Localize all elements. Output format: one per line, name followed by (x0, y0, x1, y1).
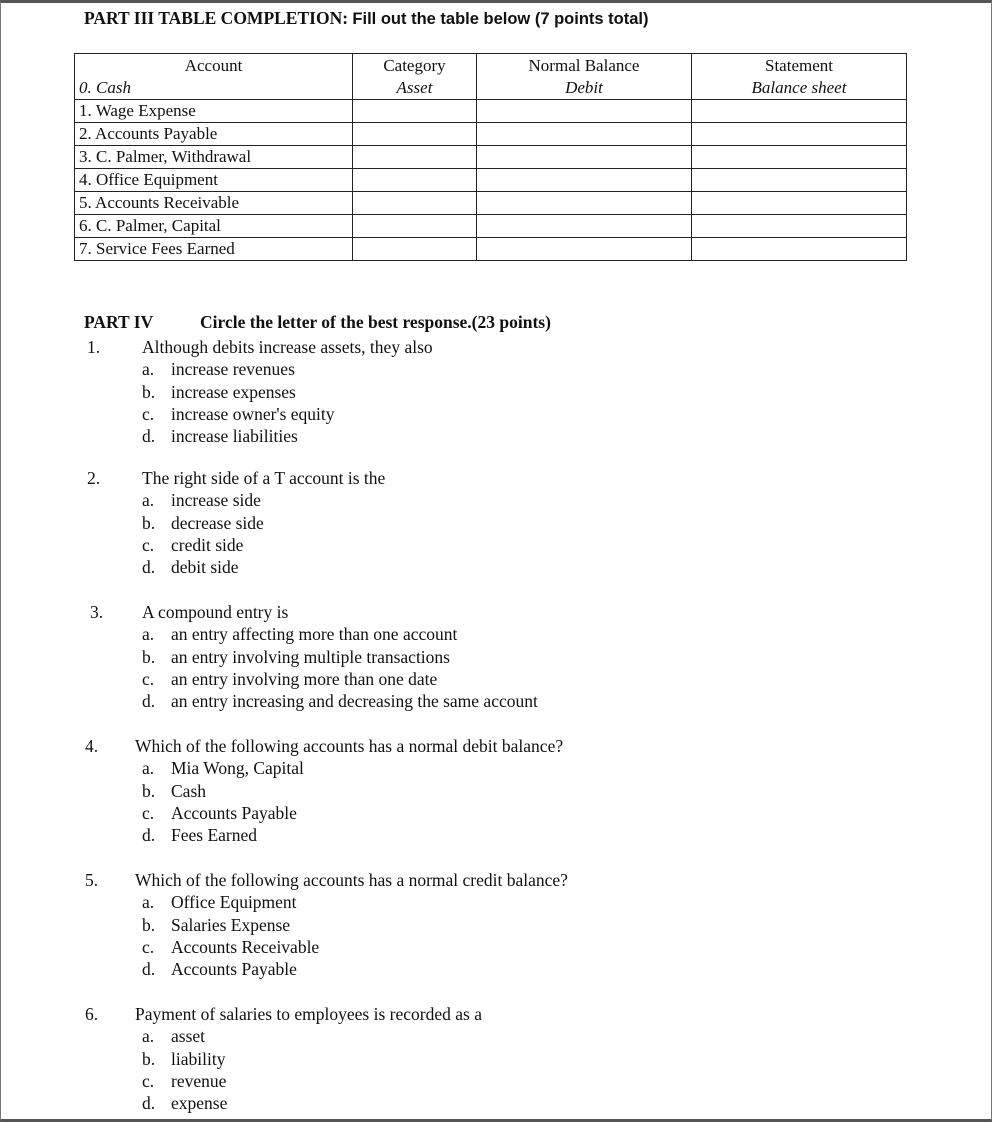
option-letter[interactable]: b. (142, 512, 156, 533)
answer-option[interactable] (142, 647, 450, 668)
category-cell[interactable] (353, 238, 477, 261)
answer-option[interactable] (142, 825, 257, 846)
statement-cell[interactable] (692, 215, 907, 238)
category-cell[interactable] (353, 169, 477, 192)
option-text: Salaries Expense (171, 914, 291, 935)
table-row (75, 123, 907, 146)
answer-option[interactable] (142, 1093, 227, 1114)
normal-balance-cell[interactable] (477, 100, 692, 123)
option-text: revenue (171, 1070, 227, 1091)
category-cell[interactable] (353, 192, 477, 215)
question-number: 3. (90, 602, 104, 622)
option-text: increase liabilities (171, 426, 298, 447)
question-stem: The right side of a T account is the (142, 468, 386, 488)
option-letter[interactable]: c. (142, 534, 155, 555)
account-cell: 4. Office Equipment (75, 169, 353, 192)
question-number: 4. (85, 736, 99, 756)
answer-option[interactable] (142, 803, 297, 824)
option-text: increase owner's equity (171, 403, 335, 424)
answer-option[interactable] (142, 669, 437, 690)
option-text: an entry affecting more than one account (171, 624, 458, 645)
option-text: increase expenses (171, 381, 296, 402)
option-text: an entry increasing and decreasing the same account (171, 691, 538, 712)
answer-option[interactable] (142, 382, 296, 403)
question-number: 5. (85, 870, 99, 890)
account-cell: 1. Wage Expense (75, 100, 353, 123)
option-letter[interactable]: c. (142, 936, 155, 957)
normal-balance-cell[interactable] (477, 238, 692, 261)
normal-balance-cell[interactable] (477, 123, 692, 146)
account-table (74, 53, 907, 261)
statement-cell[interactable] (692, 192, 907, 215)
answer-option[interactable] (142, 535, 243, 556)
part4-heading (84, 312, 551, 333)
account-cell: 2. Accounts Payable (75, 123, 353, 146)
option-text: Office Equipment (171, 892, 297, 913)
account-cell: 5. Accounts Receivable (75, 192, 353, 215)
statement-cell[interactable] (692, 123, 907, 146)
table-header-row (75, 54, 907, 78)
normal-balance-cell[interactable] (477, 192, 692, 215)
option-letter[interactable]: c. (142, 802, 155, 823)
normal-balance-cell[interactable] (477, 146, 692, 169)
question-4 (85, 736, 885, 852)
part3-title-main: PART III TABLE COMPLETION: (84, 8, 353, 28)
header-normal-balance: Normal Balance (477, 54, 692, 78)
answer-option[interactable] (142, 691, 538, 712)
normal-balance-cell[interactable] (477, 215, 692, 238)
part4-label: PART IV (84, 312, 154, 332)
table-row (75, 169, 907, 192)
question-3 (90, 602, 890, 718)
option-text: Mia Wong, Capital (171, 758, 304, 779)
answer-option[interactable] (142, 490, 261, 511)
category-cell[interactable] (353, 123, 477, 146)
option-letter[interactable]: c. (142, 403, 155, 424)
option-letter[interactable]: b. (142, 646, 156, 667)
option-text: asset (171, 1026, 206, 1047)
example-category: Asset (353, 77, 477, 100)
answer-option[interactable] (142, 1049, 225, 1070)
question-stem: A compound entry is (142, 602, 289, 622)
option-letter[interactable]: a. (142, 892, 155, 913)
option-letter[interactable]: d. (142, 1093, 156, 1114)
header-statement: Statement (692, 54, 907, 78)
option-text: increase side (171, 490, 261, 511)
answer-option[interactable] (142, 404, 335, 425)
part4-instruction: Circle the letter of the best response.(23 points) (200, 312, 551, 332)
account-cell: 3. C. Palmer, Withdrawal (75, 146, 353, 169)
question-number: 2. (87, 468, 101, 488)
question-2 (87, 468, 887, 584)
category-cell[interactable] (353, 100, 477, 123)
question-1 (87, 337, 887, 453)
question-stem: Which of the following accounts has a normal credit balance? (135, 870, 568, 890)
question-stem: Although debits increase assets, they also (142, 337, 433, 357)
option-letter[interactable]: d. (142, 691, 156, 712)
header-category: Category (353, 54, 477, 78)
answer-option[interactable] (142, 781, 206, 802)
option-letter[interactable]: d. (142, 825, 156, 846)
example-row (75, 77, 907, 100)
option-text: increase revenues (171, 359, 295, 380)
answer-option[interactable] (142, 959, 297, 980)
answer-option[interactable] (142, 937, 319, 958)
option-text: debit side (171, 557, 239, 578)
option-text: liability (171, 1048, 226, 1069)
option-letter[interactable]: b. (142, 1048, 156, 1069)
example-normal-balance: Debit (477, 77, 692, 100)
question-number: 6. (85, 1004, 99, 1024)
option-text: credit side (171, 534, 244, 555)
option-text: Accounts Payable (171, 959, 297, 980)
question-6 (85, 1004, 885, 1120)
question-stem: Which of the following accounts has a normal debit balance? (135, 736, 564, 756)
option-letter[interactable]: b. (142, 780, 156, 801)
answer-option[interactable] (142, 513, 264, 534)
option-letter[interactable]: b. (142, 381, 156, 402)
part3-title (84, 8, 649, 29)
table-row (75, 100, 907, 123)
table-row (75, 238, 907, 261)
answer-option[interactable] (142, 758, 304, 779)
example-account: 0. Cash (75, 77, 353, 100)
category-cell[interactable] (353, 215, 477, 238)
option-text: expense (171, 1093, 228, 1114)
example-statement: Balance sheet (692, 77, 907, 100)
option-letter[interactable]: d. (142, 426, 156, 447)
option-letter[interactable]: a. (142, 758, 155, 779)
option-letter[interactable]: a. (142, 359, 155, 380)
option-letter[interactable]: c. (142, 668, 155, 689)
question-number: 1. (87, 337, 101, 357)
option-text: an entry involving multiple transactions (171, 646, 450, 667)
table-row (75, 192, 907, 215)
option-letter[interactable]: b. (142, 914, 156, 935)
option-text: Cash (171, 780, 206, 801)
option-letter[interactable]: c. (142, 1070, 155, 1091)
category-cell[interactable] (353, 146, 477, 169)
option-letter[interactable]: d. (142, 959, 156, 980)
answer-option[interactable] (142, 892, 297, 913)
answer-option[interactable] (142, 1026, 205, 1047)
answer-option[interactable] (142, 426, 298, 447)
option-text: an entry involving more than one date (171, 668, 438, 689)
option-text: Accounts Receivable (171, 936, 320, 957)
header-account: Account (75, 54, 353, 78)
answer-option[interactable] (142, 624, 457, 645)
answer-option[interactable] (142, 359, 295, 380)
option-text: Fees Earned (171, 825, 258, 846)
option-letter[interactable]: d. (142, 557, 156, 578)
answer-option[interactable] (142, 1071, 226, 1092)
answer-option[interactable] (142, 557, 239, 578)
statement-cell[interactable] (692, 169, 907, 192)
part3-title-rest: Fill out the table below (7 points total) (352, 10, 649, 28)
table-row (75, 146, 907, 169)
account-cell: 6. C. Palmer, Capital (75, 215, 353, 238)
statement-cell[interactable] (692, 146, 907, 169)
option-letter[interactable]: a. (142, 490, 155, 511)
statement-cell[interactable] (692, 238, 907, 261)
option-text: decrease side (171, 512, 264, 533)
normal-balance-cell[interactable] (477, 169, 692, 192)
account-cell: 7. Service Fees Earned (75, 238, 353, 261)
option-text: Accounts Payable (171, 802, 297, 823)
question-5 (85, 870, 885, 986)
answer-option[interactable] (142, 915, 290, 936)
option-letter[interactable]: a. (142, 1026, 155, 1047)
option-letter[interactable]: a. (142, 624, 155, 645)
table-row (75, 215, 907, 238)
question-stem: Payment of salaries to employees is recorded as a (135, 1004, 482, 1024)
statement-cell[interactable] (692, 100, 907, 123)
